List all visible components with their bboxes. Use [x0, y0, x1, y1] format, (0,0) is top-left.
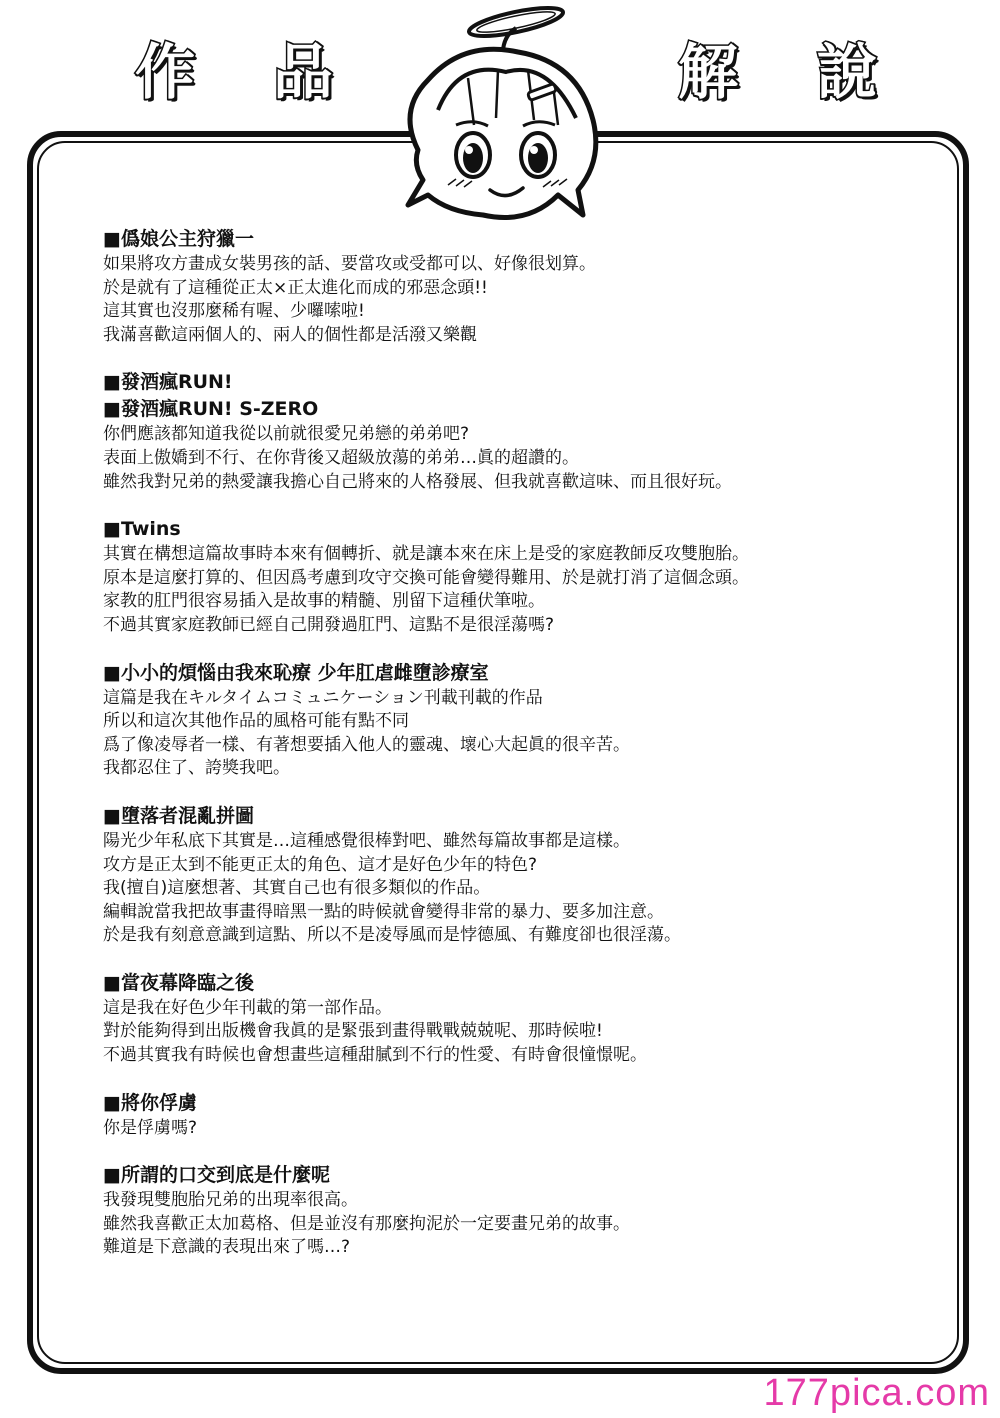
- text-line: 我發現雙胞胎兄弟的出現率很高。: [103, 1190, 358, 1211]
- text-line: 對於能夠得到出版機會我眞的是緊張到畫得戰戰兢兢呢、那時候啦!: [103, 1021, 603, 1042]
- text-line: 你是俘虜嗎?: [103, 1117, 198, 1138]
- section-2: [103, 369, 883, 494]
- text-line: 於是就有了這種從正太×正太進化而成的邪惡念頭!!: [103, 277, 488, 298]
- text-line: 於是我有刻意意識到這點、所以不是凌辱風而是悖德風、有難度卻也很淫蕩。: [103, 925, 681, 946]
- section-4: [103, 660, 883, 781]
- text-line: 如果將攻方畫成女裝男孩的話、要當攻或受都可以、好像很划算。: [103, 254, 596, 274]
- section-3: [103, 516, 883, 637]
- text-line: 難道是下意識的表現出來了嗎…?: [103, 1237, 351, 1258]
- watermark: 177pica.com: [763, 1372, 990, 1414]
- text-line: 所以和這次其他作品的風格可能有點不同: [103, 711, 409, 732]
- section-heading: ■小小的煩惱由我來恥療 少年肛虐雌墮診療室: [103, 661, 489, 684]
- text-line: 原本是這麼打算的、但因爲考慮到攻守交換可能會變得難用、於是就打消了這個念頭。: [103, 567, 749, 588]
- text-line: 陽光少年私底下其實是…這種感覺很棒對吧、雖然每篇故事都是這樣。: [103, 830, 630, 851]
- text-line: 雖然我對兄弟的熱愛讓我擔心自己將來的人格發展、但我就喜歡這味、而且很好玩。: [103, 471, 732, 492]
- title-char-1: 作: [135, 38, 195, 108]
- text-line: 攻方是正太到不能更正太的角色、這才是好色少年的特色?: [103, 854, 538, 875]
- text-line: 這是我在好色少年刊載的第一部作品。: [103, 997, 392, 1018]
- title-char-4: 說: [817, 38, 877, 108]
- section-5: [103, 803, 883, 948]
- text-line: 你們應該都知道我從以前就很愛兄弟戀的弟弟吧?: [103, 424, 470, 445]
- section-heading: ■將你俘虜: [103, 1091, 197, 1114]
- text-line: 不過其實我有時候也會想畫些這種甜膩到不行的性愛、有時會很憧憬呢。: [103, 1045, 647, 1066]
- text-line: 其實在構想這篇故事時本來有個轉折、就是讓本來在床上是受的家庭教師反攻雙胞胎。: [103, 544, 749, 565]
- section-heading: ■墮落者混亂拼圖: [103, 804, 254, 827]
- title-char-3: 解: [678, 38, 738, 108]
- section-1: [103, 226, 883, 347]
- text-line: 這篇是我在キルタイムコミュニケーション刊載刊載的作品: [103, 687, 543, 708]
- character-head-illustration: [378, 0, 628, 240]
- text-line: 爲了像凌辱者一樣、有著想要插入他人的靈魂、壞心大起眞的很辛苦。: [103, 734, 630, 755]
- text-line: 家教的肛門很容易插入是故事的精髓、別留下這種伏筆啦。: [103, 591, 545, 612]
- text-line: 表面上傲嬌到不行、在你背後又超級放蕩的弟弟…眞的超讚的。: [103, 447, 579, 468]
- section-8: [103, 1162, 883, 1260]
- section-heading: ■發酒瘋RUN!: [103, 371, 233, 394]
- text-line: 我滿喜歡這兩個人的、兩人的個性都是活潑又樂觀: [103, 324, 477, 345]
- section-heading-secondary: ■發酒瘋RUN! S-ZERO: [103, 398, 319, 421]
- section-heading: ■僞娘公主狩獵一: [103, 228, 254, 250]
- article-content: [103, 226, 883, 1282]
- section-6: [103, 970, 883, 1068]
- text-line: 我都忍住了、誇獎我吧。: [103, 758, 290, 779]
- section-heading: ■Twins: [103, 518, 181, 541]
- text-line: 這其實也沒那麼稀有喔、少囉嗦啦!: [103, 301, 365, 322]
- title-char-2: 品: [273, 38, 333, 108]
- text-line: 我(擅自)這麼想著、其實自己也有很多類似的作品。: [103, 878, 491, 899]
- section-7: [103, 1090, 883, 1141]
- section-heading: ■所謂的口交到底是什麼呢: [103, 1164, 330, 1187]
- section-heading: ■當夜幕降臨之後: [103, 971, 254, 994]
- text-line: 不過其實家庭教師已經自己開發過肛門、這點不是很淫蕩嗎?: [103, 614, 555, 635]
- text-line: 編輯說當我把故事畫得暗黑一點的時候就會變得非常的暴力、要多加注意。: [103, 901, 664, 922]
- text-line: 雖然我喜歡正太加葛格、但是並沒有那麼拘泥於一定要畫兄弟的故事。: [103, 1213, 630, 1234]
